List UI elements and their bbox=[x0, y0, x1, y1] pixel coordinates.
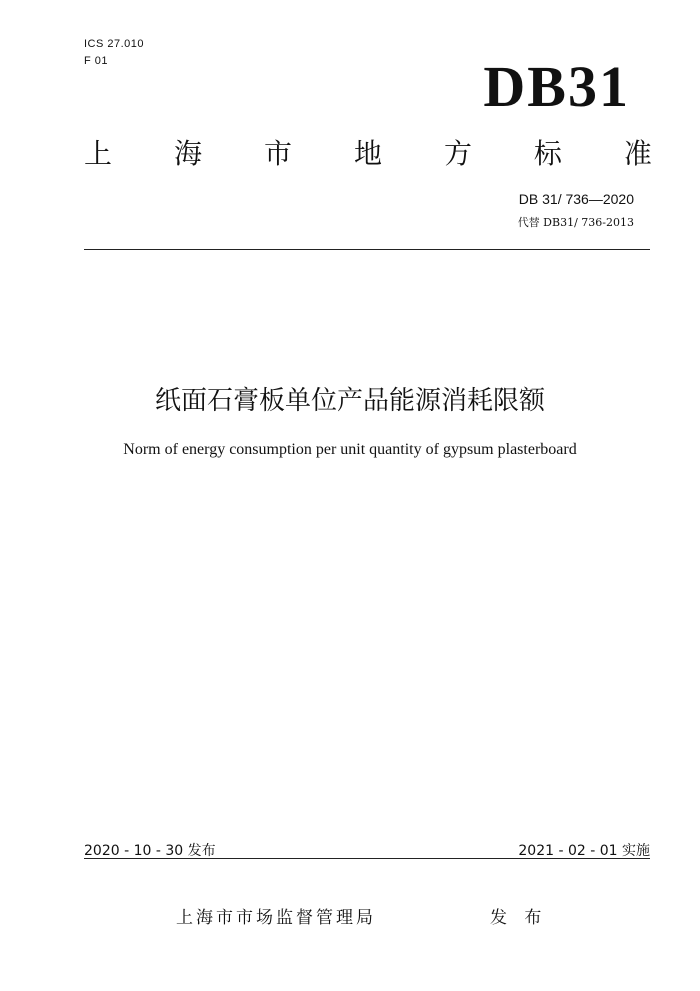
bottom-divider bbox=[84, 858, 650, 859]
issue-label: 发 布 bbox=[490, 908, 548, 928]
release-date: 2020 - 10 - 30 发布 bbox=[84, 843, 216, 859]
standard-type-char: 标 bbox=[533, 137, 562, 170]
implementation-date: 2021 - 02 - 01 实施 bbox=[518, 843, 650, 859]
issuing-authority: 上海市市场监督管理局 bbox=[176, 908, 376, 928]
standard-type-char: 方 bbox=[443, 137, 472, 170]
standard-type-char: 上 bbox=[84, 137, 113, 170]
top-divider bbox=[84, 249, 650, 250]
replaces-standard: 代替 DB31/ 736-2013 bbox=[517, 216, 634, 229]
document-title-cn: 纸面石膏板单位产品能源消耗限额 bbox=[154, 386, 545, 416]
standard-type-char: 海 bbox=[173, 137, 202, 170]
db31-logo: DB31 bbox=[483, 54, 630, 119]
ics-code: ICS 27.010 bbox=[84, 38, 145, 50]
standard-type-heading bbox=[84, 137, 652, 171]
document-title-en: Norm of energy consumption per unit quantity of gypsum plasterboard bbox=[123, 441, 577, 458]
standard-number: DB 31/ 736—2020 bbox=[518, 191, 634, 207]
classification-codes bbox=[84, 36, 144, 70]
standard-type-char: 地 bbox=[353, 137, 382, 170]
standard-type-char: 市 bbox=[263, 137, 292, 170]
standard-type-char: 准 bbox=[623, 137, 652, 170]
ccs-code: F 01 bbox=[84, 55, 109, 67]
